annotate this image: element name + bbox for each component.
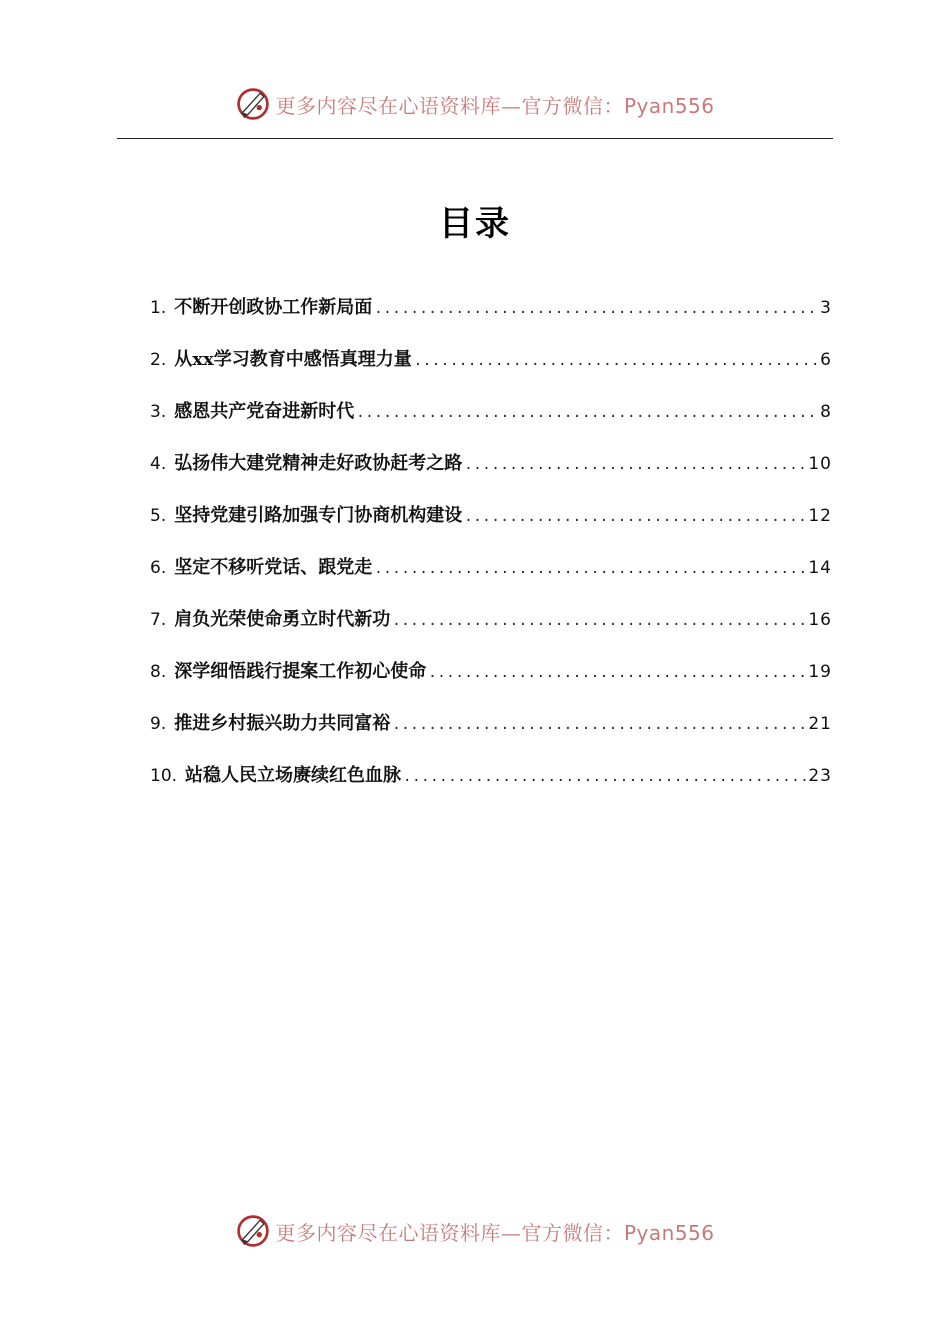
toc-entry[interactable]: [150, 346, 832, 398]
toc-entry-number: 10.: [150, 766, 178, 786]
toc-dot-leader: [392, 607, 806, 635]
toc-entry-page-number: 16: [808, 610, 832, 630]
header-banner: [0, 84, 950, 124]
toc-entry-number: 5.: [150, 506, 167, 526]
toc-dot-leader: [414, 347, 818, 375]
toc-entry-page-number: 8: [820, 402, 832, 422]
toc-entry-page-number: 19: [808, 662, 832, 682]
banner-handle: Pyan556: [623, 1220, 715, 1245]
toc-entry-page-number: 6: [820, 350, 832, 370]
toc-entry[interactable]: [150, 398, 832, 450]
footer-banner: [0, 1211, 950, 1251]
toc-entry[interactable]: [150, 554, 832, 606]
toc-entry-page-number: 12: [808, 506, 832, 526]
toc-entry-title: 从xx学习教育中感悟真理力量: [174, 349, 412, 370]
banner-handle: Pyan556: [623, 93, 715, 118]
toc-entry-number: 8.: [150, 662, 167, 682]
toc-entry-page-number: 21: [808, 714, 832, 734]
toc-entry-page-number: 23: [808, 766, 832, 786]
toc-entry-title: 弘扬伟大建党精神走好政协赶考之路: [174, 453, 463, 474]
header-rule: [117, 138, 833, 139]
toc-dot-leader: [374, 555, 806, 583]
toc-entry[interactable]: [150, 450, 832, 502]
toc-entry-number: 2.: [150, 350, 167, 370]
toc-entry-title: 推进乡村振兴助力共同富裕: [174, 713, 391, 734]
toc-entry-title: 感恩共产党奋进新时代: [174, 401, 355, 422]
toc-entry[interactable]: [150, 606, 832, 658]
toc-dot-leader: [374, 295, 818, 323]
toc-entry-number: 4.: [150, 454, 167, 474]
toc-entry-title: 肩负光荣使命勇立时代新功: [174, 609, 391, 630]
toc-entry[interactable]: [150, 762, 832, 814]
toc-dot-leader: [464, 451, 806, 479]
banner-text: 更多内容尽在心语资料库—官方微信：Pyan556: [275, 1220, 715, 1245]
pen-nib-circle-icon: [235, 1213, 271, 1249]
toc-entry-number: 7.: [150, 610, 167, 630]
banner-text: 更多内容尽在心语资料库—官方微信：Pyan556: [275, 93, 715, 118]
toc-entry-number: 6.: [150, 558, 167, 578]
toc-entry-title: 坚持党建引路加强专门协商机构建设: [174, 505, 463, 526]
toc-entry-number: 1.: [150, 298, 167, 318]
toc-dot-leader: [392, 711, 806, 739]
toc-entry[interactable]: [150, 658, 832, 710]
toc-entry-page-number: 10: [808, 454, 832, 474]
toc-dot-leader: [464, 503, 806, 531]
toc-entry-title: 不断开创政协工作新局面: [174, 297, 373, 318]
toc-entry-number: 9.: [150, 714, 167, 734]
toc-dot-leader: [428, 659, 806, 687]
page-title: 目录: [439, 204, 511, 244]
toc-entry[interactable]: [150, 710, 832, 762]
toc-entry-page-number: 14: [808, 558, 832, 578]
toc-entry[interactable]: [150, 294, 832, 346]
toc-dot-leader: [403, 763, 806, 791]
toc-dot-leader: [356, 399, 818, 427]
toc-entry-title: 坚定不移听党话、跟党走: [174, 557, 373, 578]
toc-entry-title: 站稳人民立场赓续红色血脉: [185, 765, 402, 786]
toc-entry-title: 深学细悟践行提案工作初心使命: [174, 661, 427, 682]
pen-nib-circle-icon: [235, 86, 271, 122]
toc-entry-page-number: 3: [820, 298, 832, 318]
toc-entry[interactable]: [150, 502, 832, 554]
table-of-contents: [150, 294, 832, 814]
toc-entry-number: 3.: [150, 402, 167, 422]
